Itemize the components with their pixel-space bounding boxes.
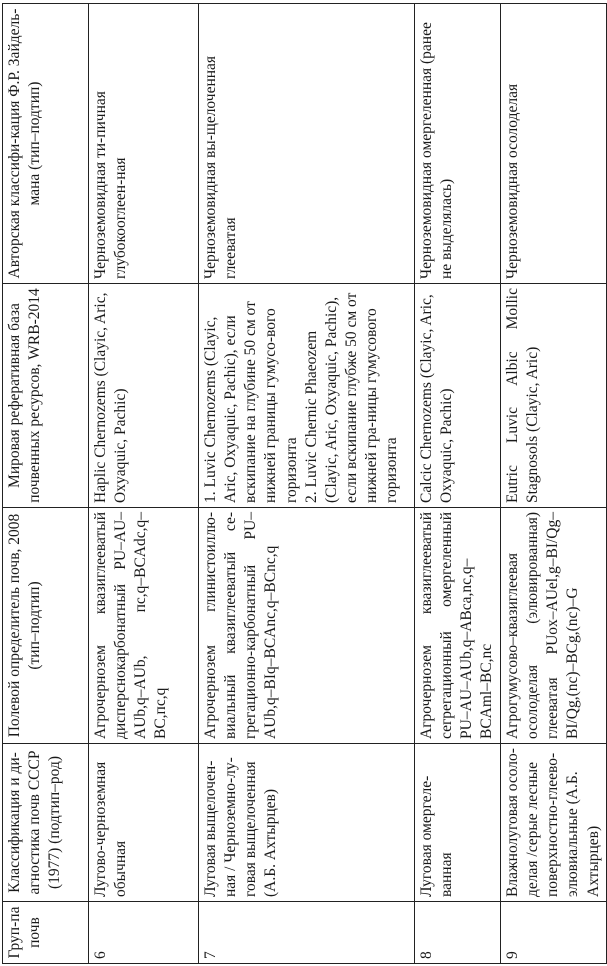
cell-wrb: Eutric Luvic Albic Mollic Stagnosols (Clayic, Aric) bbox=[501, 284, 607, 508]
header-wrb: Мировая реферативная база почвенных ресурсов, WRB-2014 bbox=[3, 284, 89, 508]
row-group-number: 7 bbox=[199, 902, 415, 964]
cell-ussr: Луговая омергеле-ванная bbox=[415, 744, 501, 902]
cell-ussr: Луговая выщелочен-ная / Черноземно-лу-говая выщелоченная (А.Б. Ахтырцев) bbox=[199, 744, 415, 902]
cell-author: Черноземовидная вы-щелоченная глееватая bbox=[199, 4, 415, 284]
table-row bbox=[415, 4, 501, 964]
cell-author: Черноземовидная ти-пичная глубокооглеен-ная bbox=[89, 4, 199, 284]
table-row bbox=[501, 4, 607, 964]
soil-classification-table bbox=[2, 3, 607, 964]
header-row bbox=[3, 4, 89, 964]
cell-field-guide: Агрочернозем квазиглееватый сегрегационный омергеленный PU–AU–AUb,q–ABca,nc,q–BCAml–BC,nc bbox=[415, 508, 501, 744]
wrb-option-2: 2. Luvic Chernic Phaeozem (Clayic, Aric, Oxyaquic, Pachic), если вскипание глубже 50 см от нижней гра-ницы гумусового горизонта bbox=[302, 292, 401, 503]
cell-field-guide: Агрочернозем квазиглееватый дисперснокарбонатный PU–AU–AUb,q–AUb, пс,q–BCAdc,q–BC,пс,q bbox=[89, 508, 199, 744]
cell-wrb: Calcic Chernozems (Clayic, Aric, Oxyaquic, Pachic) bbox=[415, 284, 501, 508]
cell-wrb bbox=[199, 284, 415, 508]
cell-wrb: Haplic Chernozems (Clayic, Aric, Oxyaquic, Pachic) bbox=[89, 284, 199, 508]
cell-author: Черноземовидная осолоделая bbox=[501, 4, 607, 284]
header-group: Груп-па почв bbox=[3, 902, 89, 964]
cell-ussr: Лугово-черноземная обычная bbox=[89, 744, 199, 902]
table-row bbox=[89, 4, 199, 964]
cell-author: Черноземовидная омергеленная (ранее не выделялась) bbox=[415, 4, 501, 284]
row-group-number: 6 bbox=[89, 902, 199, 964]
wrb-option-1: 1. Luvic Chernozems (Clayic, Aric, Oxyaquic, Pachic), если вскипание на глубине 50 см от нижней границы гумусо-вого горизонта bbox=[202, 301, 300, 503]
header-author-classification: Авторская классифи-кация Ф.Р. Зайдель-мана (тип–подтип) bbox=[3, 4, 89, 284]
cell-field-guide: Агрочернозем глинистоиллю-виальный квазиглееватый се-грегационно-карбонатный PU–AUb,q–BIq–BCAnc,q–BCnc,q bbox=[199, 508, 415, 744]
row-group-number: 8 bbox=[415, 902, 501, 964]
cell-field-guide: Агрогумусово–квазиглеевая осолоделая (элювированная) глееватая PUox–AUel,g–BI/Qg–BI/Qg,(nc)–BCg,(nc)–G bbox=[501, 508, 607, 744]
header-ussr-classification: Классификация и ди-агностика почв СССР (1977) (подтип–род) bbox=[3, 744, 89, 902]
cell-ussr: Влажнолуговая осоло-делая /серые лесные поверхностно-глеево-элювиальные (А.Б. Ахтырцев) bbox=[501, 744, 607, 902]
header-field-guide: Полевой определитель почв, 2008 (тип–подтип) bbox=[3, 508, 89, 744]
table-row bbox=[199, 4, 415, 964]
row-group-number: 9 bbox=[501, 902, 607, 964]
